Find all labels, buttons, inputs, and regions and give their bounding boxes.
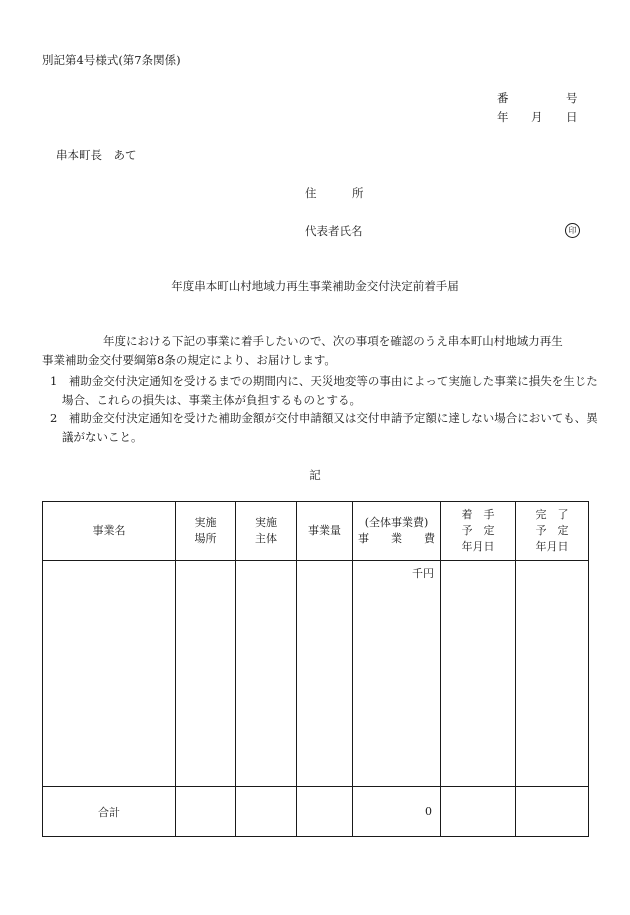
- representative-label: 代表者氏名: [305, 224, 363, 238]
- total-entity: [236, 787, 297, 837]
- cell-cost[interactable]: [353, 561, 441, 787]
- seal-mark: [565, 222, 580, 238]
- table-total-row: [43, 787, 589, 837]
- cell-entity[interactable]: [236, 561, 297, 787]
- date-day-label: 日: [566, 110, 578, 124]
- header-start-line-1: 着 手: [461, 508, 495, 521]
- condition-item-2: 2 補助金交付決定通知を受けた補助金額が交付申請額又は交付申請予定額に達しない場合においても、異議がないこと。: [50, 411, 598, 444]
- header-cost: [353, 502, 441, 561]
- number-label: 番: [497, 91, 509, 105]
- table-header-row: [43, 502, 589, 561]
- header-end-line-3: 年月日: [535, 540, 569, 553]
- cell-end-date[interactable]: [516, 561, 589, 787]
- condition-item-1: 1 補助金交付決定通知を受けるまでの期間内に、天災地変等の事由によって実施した事業に損失を生じた場合、これらの損失は、事業主体が負担するものとする。: [50, 374, 598, 407]
- total-location: [176, 787, 236, 837]
- total-end-date: [516, 787, 589, 837]
- date-month-label: 月: [531, 110, 543, 124]
- header-location-line-1: 実施: [194, 516, 217, 529]
- seal-icon: 印: [565, 223, 580, 238]
- cell-location[interactable]: [176, 561, 236, 787]
- header-start-line-2: 予 定: [461, 524, 495, 537]
- header-entity: [236, 502, 297, 561]
- table-row: [43, 561, 589, 787]
- header-location-line-2: 場所: [194, 532, 217, 545]
- intro-paragraph: [42, 332, 590, 369]
- header-entity-line-2: 主体: [255, 532, 277, 545]
- total-quantity: [297, 787, 353, 837]
- header-end-date: [516, 502, 589, 561]
- cell-quantity[interactable]: [297, 561, 353, 787]
- date-year-label: 年: [497, 110, 509, 124]
- address-label-1: 住: [305, 186, 317, 200]
- total-start-date: [441, 787, 516, 837]
- form-number-label: 別記第4号様式(第7条関係): [42, 53, 181, 67]
- addressee: 串本町長 あて: [56, 148, 137, 162]
- header-project-name: 事業名: [43, 502, 176, 561]
- header-cost-line-2: 事 業 費: [358, 532, 435, 545]
- cell-project-name[interactable]: [43, 561, 176, 787]
- total-cost-cell: [353, 787, 441, 837]
- intro-line-1: 年度における下記の事業に着手したいので、次の事項を確認のうえ串本町山村地域力再生: [103, 334, 563, 348]
- cost-unit: 千円: [412, 567, 434, 580]
- total-label: 合計: [43, 787, 176, 837]
- header-entity-line-1: 実施: [255, 516, 277, 529]
- total-cost-value: 0: [425, 805, 432, 818]
- header-location: [176, 502, 236, 561]
- project-table: [42, 501, 589, 837]
- header-end-line-1: 完 了: [535, 508, 569, 521]
- cell-start-date[interactable]: [441, 561, 516, 787]
- document-title: 年度串本町山村地域力再生事業補助金交付決定前着手届: [171, 279, 459, 293]
- header-start-date: [441, 502, 516, 561]
- header-end-line-2: 予 定: [535, 524, 569, 537]
- header-cost-line-1: (全体事業費): [364, 516, 429, 529]
- intro-line-2: 事業補助金交付要綱第8条の規定により、お届けします。: [42, 352, 336, 367]
- number-suffix: 号: [566, 91, 578, 105]
- address-label-2: 所: [352, 186, 364, 200]
- ki-heading: 記: [309, 468, 321, 482]
- header-start-line-3: 年月日: [461, 540, 495, 553]
- header-quantity: 事業量: [297, 502, 353, 561]
